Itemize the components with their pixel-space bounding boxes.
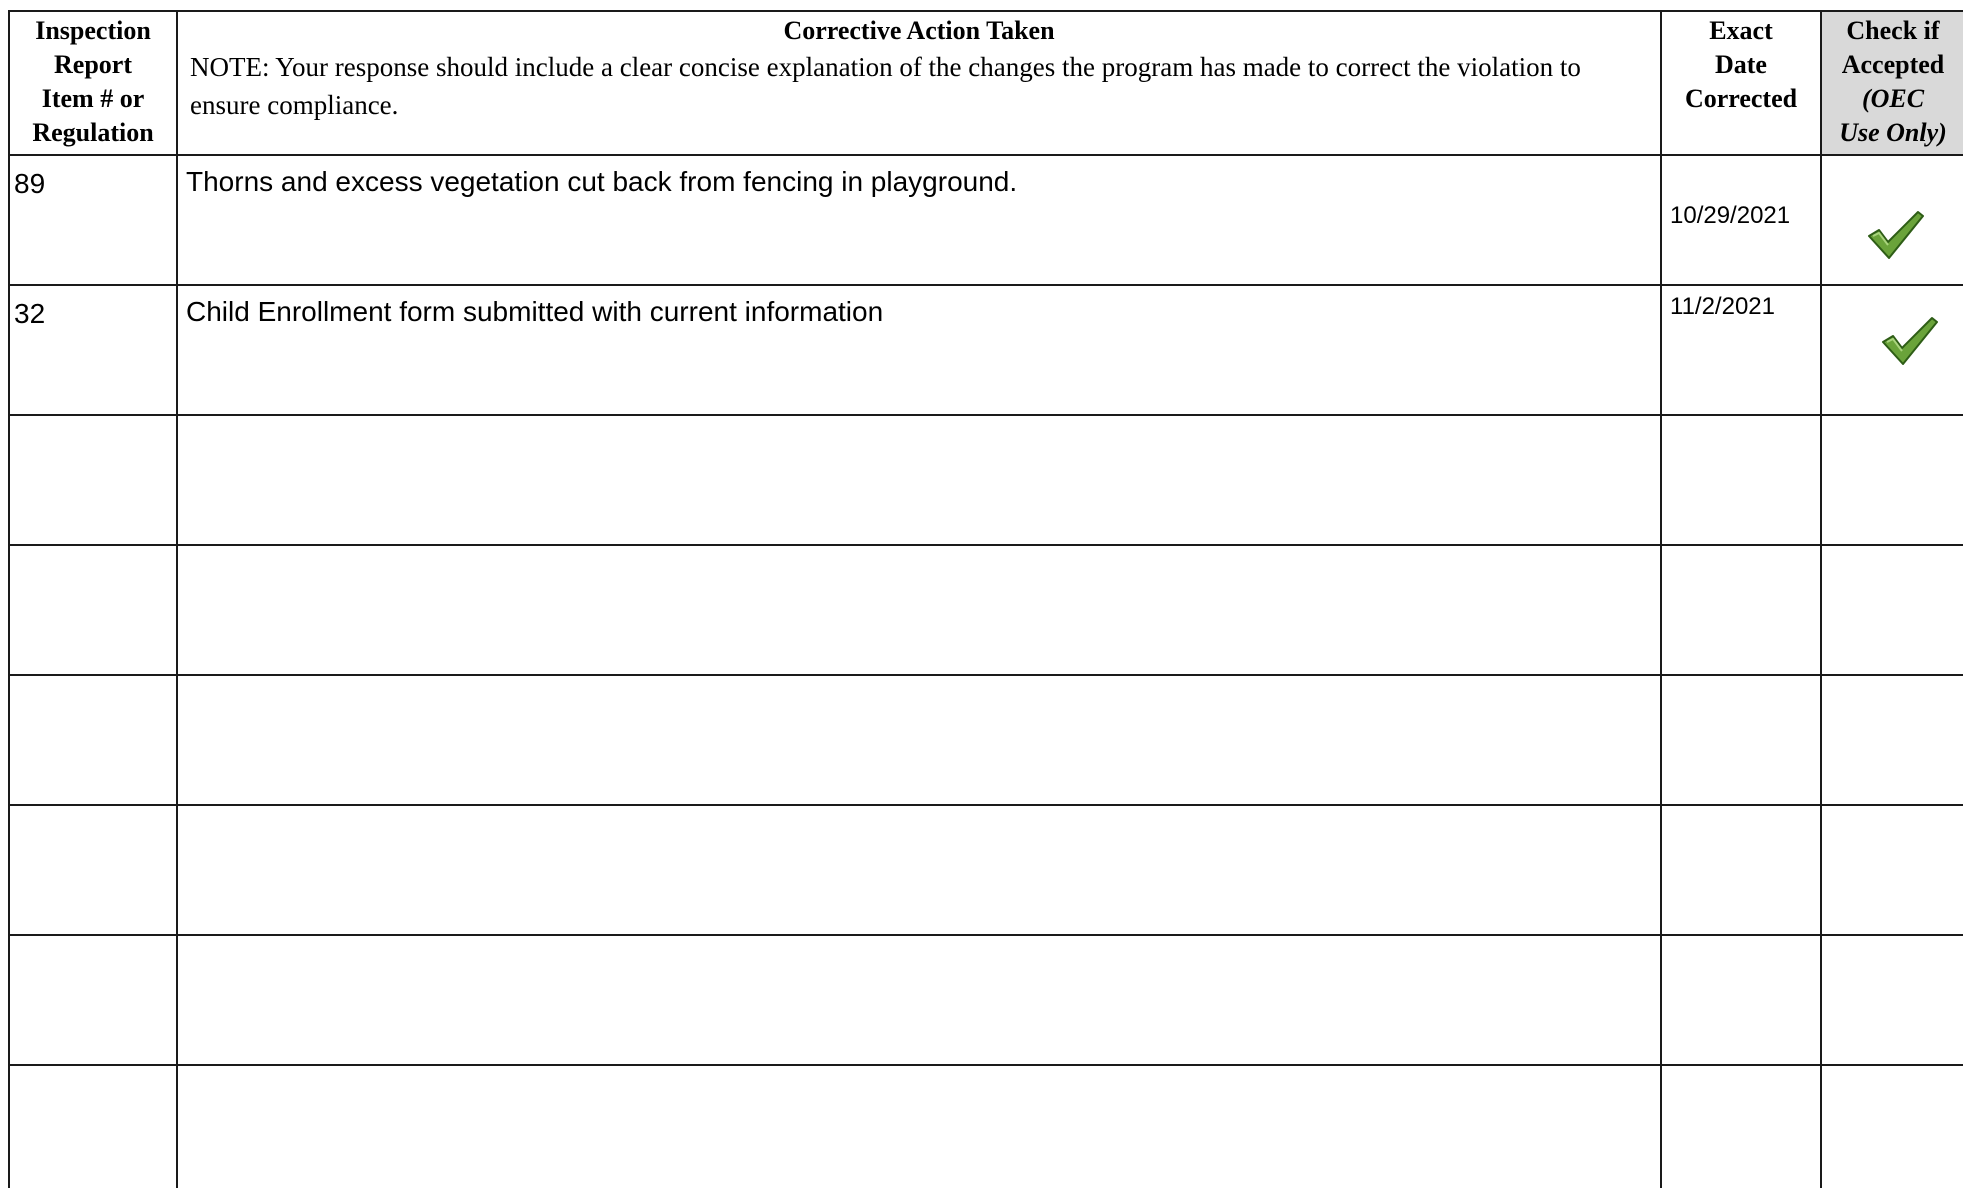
table-row xyxy=(9,1065,1963,1188)
action-field[interactable] xyxy=(177,415,1661,545)
item-field[interactable] xyxy=(9,805,177,935)
date-value: 11/2/2021 xyxy=(1670,293,1775,320)
date-field[interactable] xyxy=(1661,155,1821,285)
date-field[interactable] xyxy=(1661,805,1821,935)
header-date-corrected xyxy=(1661,11,1821,155)
table-row xyxy=(9,285,1963,415)
table-row xyxy=(9,155,1963,285)
action-field[interactable] xyxy=(177,675,1661,805)
table-row xyxy=(9,415,1963,545)
action-field[interactable]: Child Enrollment form submitted with current information xyxy=(177,285,1661,415)
action-field[interactable] xyxy=(177,1065,1661,1188)
header-date-line: Corrected xyxy=(1684,84,1798,113)
header-check-use-only: Use Only) xyxy=(1839,118,1947,147)
date-field[interactable] xyxy=(1661,935,1821,1065)
table-header-row xyxy=(9,11,1963,155)
table-row xyxy=(9,675,1963,805)
table-row xyxy=(9,545,1963,675)
table-row xyxy=(9,805,1963,935)
action-field[interactable] xyxy=(177,935,1661,1065)
table-row xyxy=(9,935,1963,1065)
item-field[interactable] xyxy=(9,675,177,805)
item-field[interactable] xyxy=(9,415,177,545)
accepted-checkbox[interactable] xyxy=(1821,675,1963,805)
date-field[interactable] xyxy=(1661,1065,1821,1188)
header-date-line: Exact xyxy=(1709,16,1773,45)
accepted-checkbox[interactable] xyxy=(1821,155,1963,285)
header-check-line: Check if xyxy=(1846,16,1940,45)
action-field[interactable] xyxy=(177,805,1661,935)
header-check-oec: (OEC xyxy=(1861,84,1925,113)
header-check-line: Accepted xyxy=(1841,50,1945,79)
header-item-line: Inspection xyxy=(35,16,151,45)
date-value: 10/29/2021 xyxy=(1670,202,1791,229)
header-corrective-action-title: Corrective Action Taken xyxy=(783,16,1055,45)
item-field[interactable]: 89 xyxy=(9,155,177,285)
checkmark-icon xyxy=(1880,314,1940,366)
action-field[interactable] xyxy=(177,545,1661,675)
header-corrective-action xyxy=(177,11,1661,155)
item-field[interactable] xyxy=(9,1065,177,1188)
date-field[interactable] xyxy=(1661,545,1821,675)
header-item-line: Regulation xyxy=(32,118,154,147)
item-field[interactable] xyxy=(9,935,177,1065)
action-field[interactable]: Thorns and excess vegetation cut back from fencing in playground. xyxy=(177,155,1661,285)
checkmark-icon xyxy=(1866,208,1926,260)
corrective-action-table xyxy=(8,10,1963,1188)
header-item-line: Item # or xyxy=(41,84,145,113)
header-date-line: Date xyxy=(1715,50,1767,79)
date-field[interactable] xyxy=(1661,415,1821,545)
accepted-checkbox[interactable] xyxy=(1821,545,1963,675)
accepted-checkbox[interactable] xyxy=(1821,1065,1963,1188)
item-field[interactable] xyxy=(9,545,177,675)
accepted-checkbox[interactable] xyxy=(1821,935,1963,1065)
header-item-regulation xyxy=(9,11,177,155)
date-field[interactable] xyxy=(1661,675,1821,805)
accepted-checkbox[interactable] xyxy=(1821,285,1963,415)
header-item-line: Report xyxy=(54,50,132,79)
date-field[interactable] xyxy=(1661,285,1821,415)
header-corrective-action-note: NOTE: Your response should include a clear concise explanation of the changes the program has made to correct the violation to ensure compliance. xyxy=(190,52,1581,120)
accepted-checkbox[interactable] xyxy=(1821,805,1963,935)
accepted-checkbox[interactable] xyxy=(1821,415,1963,545)
header-check-accepted xyxy=(1821,11,1963,155)
item-field[interactable]: 32 xyxy=(9,285,177,415)
